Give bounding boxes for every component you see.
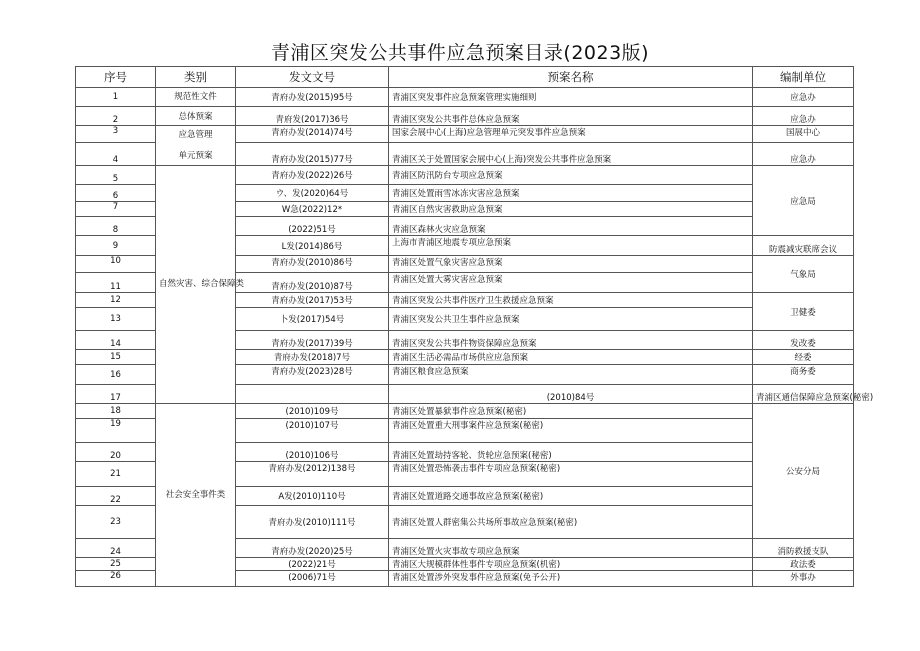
plan-name: 青浦区关于处置国家会展中心(上海)突发公共事件应急预案 (389, 143, 753, 166)
row-no: 15 (76, 350, 156, 365)
row-no: 20 (76, 443, 156, 462)
row-no: 19 (76, 419, 156, 443)
row-no: 26 (76, 571, 156, 587)
unit-cell: 消防救援支队 (753, 539, 854, 558)
doc-number: 青府办发(2018)7号 (236, 350, 389, 365)
doc-number: 青府办发(2017)39号 (236, 331, 389, 350)
plan-name: 青浦区处置人群密集公共场所事故应急预案(秘密) (389, 506, 753, 539)
doc-number: 青府办发(2020)25号 (236, 539, 389, 558)
doc-number: 青府办发(2023)28号 (236, 365, 389, 385)
unit-cell: 商务委 (753, 365, 854, 385)
row-no: 3 (76, 126, 156, 143)
category-cell (236, 385, 389, 404)
doc-number: 青府办发(2010)87号 (236, 273, 389, 293)
doc-number: ウ、发(2020)64号 (236, 185, 389, 202)
doc-number: L发(2014)86号 (236, 236, 389, 256)
row-no: 22 (76, 487, 156, 506)
plan-name: 青浦区处置恐怖袭击事件专项应急预案(秘密) (389, 462, 753, 487)
plan-name: 青浦区突发公共事件总体应急预案 (389, 107, 753, 126)
row-no: 23 (76, 506, 156, 539)
doc-number: W急(2022)12* (236, 202, 389, 217)
table-row (76, 88, 854, 107)
doc-number: 青府办发(2015)95号 (236, 88, 389, 107)
category-cell: 自然灾害、综合保障类 (156, 166, 236, 404)
row-no: 1 (76, 88, 156, 107)
row-no: 17 (76, 385, 156, 404)
table-row (76, 166, 854, 185)
unit-cell: 发改委 (753, 331, 854, 350)
row-no: 16 (76, 365, 156, 385)
doc-number: 青府办发(2015)77号 (236, 143, 389, 166)
plan-name: 上海市青浦区地震专项应急预案 (389, 236, 753, 256)
doc-number: (2006)71号 (236, 571, 389, 587)
unit-cell: 外事办 (753, 571, 854, 587)
row-no: 6 (76, 185, 156, 202)
plan-name: 青浦区粮食应急预案 (389, 365, 753, 385)
unit-cell: 防震减灾联席会议 (753, 236, 854, 256)
row-no: 21 (76, 462, 156, 487)
header-doc-number: 发文文号 (236, 67, 389, 88)
plan-name: 青浦区突发公共卫生事件应急预案 (389, 308, 753, 331)
plan-name: 国家会展中心(上海)应急管理单元突发事件应急预案 (389, 126, 753, 143)
table-header-row (76, 67, 854, 88)
table-row (76, 126, 854, 143)
table-row (76, 107, 854, 126)
doc-number: 青府办发(2017)53号 (236, 293, 389, 308)
doc-number: (2010)107号 (236, 419, 389, 443)
doc-number: 青府办发(2012)138号 (236, 462, 389, 487)
table-row (76, 404, 854, 419)
doc-number: (2022)51号 (236, 217, 389, 236)
category-cell: 社会安全事件类 (156, 404, 236, 587)
plan-name: 青浦区生活必需品市场供应应急预案 (389, 350, 753, 365)
doc-number: A发(2010)110号 (236, 487, 389, 506)
doc-number: 青府办发(2010)86号 (236, 256, 389, 273)
plan-name: 青浦区突发公共事件物资保障应急预案 (389, 331, 753, 350)
unit-cell: 国展中心 (753, 126, 854, 143)
row-no: 13 (76, 308, 156, 331)
unit-cell: 应急局 (753, 166, 854, 236)
header-category: 类别 (156, 67, 236, 88)
unit-cell: 经委 (753, 350, 854, 365)
row-no: 24 (76, 539, 156, 558)
doc-number: 青府办发(2022)26号 (236, 166, 389, 185)
row-no: 4 (76, 143, 156, 166)
plan-name: 青浦区森林火灾应急预案 (389, 217, 753, 236)
doc-number: 青府办发(2010)111号 (236, 506, 389, 539)
row-no: 8 (76, 217, 156, 236)
header-plan-name: 预案名称 (389, 67, 753, 88)
plan-name: 青浦区处置劫持客轮、货轮应急预案(秘密) (389, 443, 753, 462)
plan-name: 青浦区处置道路交通事故应急预案(秘密) (389, 487, 753, 506)
row-no: 25 (76, 558, 156, 571)
doc-number: 青府发(2017)36号 (236, 107, 389, 126)
plan-name: 青浦区处置雨雪冰冻灾害应急预案 (389, 185, 753, 202)
row-no: 10 (76, 256, 156, 273)
plan-name: 青浦区防汛防台专项应急预案 (389, 166, 753, 185)
plan-name: 青浦区突发事件应急预案管理实施细则 (389, 88, 753, 107)
category-label: 单元预案 (178, 150, 213, 161)
unit-cell: 应急办 (753, 107, 854, 126)
header-unit: 编制单位 (753, 67, 854, 88)
plan-name: 青浦区处置重大刑事案件应急预案(秘密) (389, 419, 753, 443)
doc-number: (2010)109号 (236, 404, 389, 419)
category-cell (156, 126, 236, 166)
row-no: 14 (76, 331, 156, 350)
unit-cell: 公安分局 (753, 404, 854, 539)
plan-name: 青浦区突发公共事件医疗卫生救援应急预案 (389, 293, 753, 308)
row-no: 2 (76, 107, 156, 126)
doc-number: (2010)84号 (389, 385, 753, 404)
row-no: 9 (76, 236, 156, 256)
doc-number: 卜发(2017)54号 (236, 308, 389, 331)
row-no: 11 (76, 273, 156, 293)
header-no: 序号 (76, 67, 156, 88)
doc-number: (2010)106号 (236, 443, 389, 462)
unit-cell: 政法委 (753, 558, 854, 571)
unit-cell: 应急办 (753, 143, 854, 166)
category-cell: 规范性文件 (156, 88, 236, 107)
unit-cell: 气象局 (753, 256, 854, 293)
page-title: 青浦区突发公共事件应急预案目录(2023版) (270, 42, 650, 64)
plan-name: 青浦区处置火灾事故专项应急预案 (389, 539, 753, 558)
plan-name: 青浦区自然灾害救助应急预案 (389, 202, 753, 217)
plan-name: 青浦区处置暴狱事件应急预案(秘密) (389, 404, 753, 419)
doc-number: 青府办发(2014)74号 (236, 126, 389, 143)
row-no: 5 (76, 166, 156, 185)
row-no: 18 (76, 404, 156, 419)
category-cell: 总体预案 (156, 107, 236, 126)
plan-name: 青浦区处置涉外突发事件应急预案(免予公开) (389, 571, 753, 587)
category-label: 应急管理 (178, 129, 213, 140)
unit-cell: 应急办 (753, 88, 854, 107)
plan-catalog-table (75, 66, 874, 587)
row-no: 12 (76, 293, 156, 308)
plan-name: 青浦区处置气象灾害应急预案 (389, 256, 753, 273)
unit-cell: 卫健委 (753, 293, 854, 331)
plan-name: 青浦区处置大雾灾害应急预案 (389, 273, 753, 293)
doc-number: (2022)21号 (236, 558, 389, 571)
plan-name: 青浦区大规模群体性事件专项应急预案(机密) (389, 558, 753, 571)
plan-name: 青浦区通信保障应急预案(秘密) (753, 385, 854, 404)
row-no: 7 (76, 202, 156, 217)
